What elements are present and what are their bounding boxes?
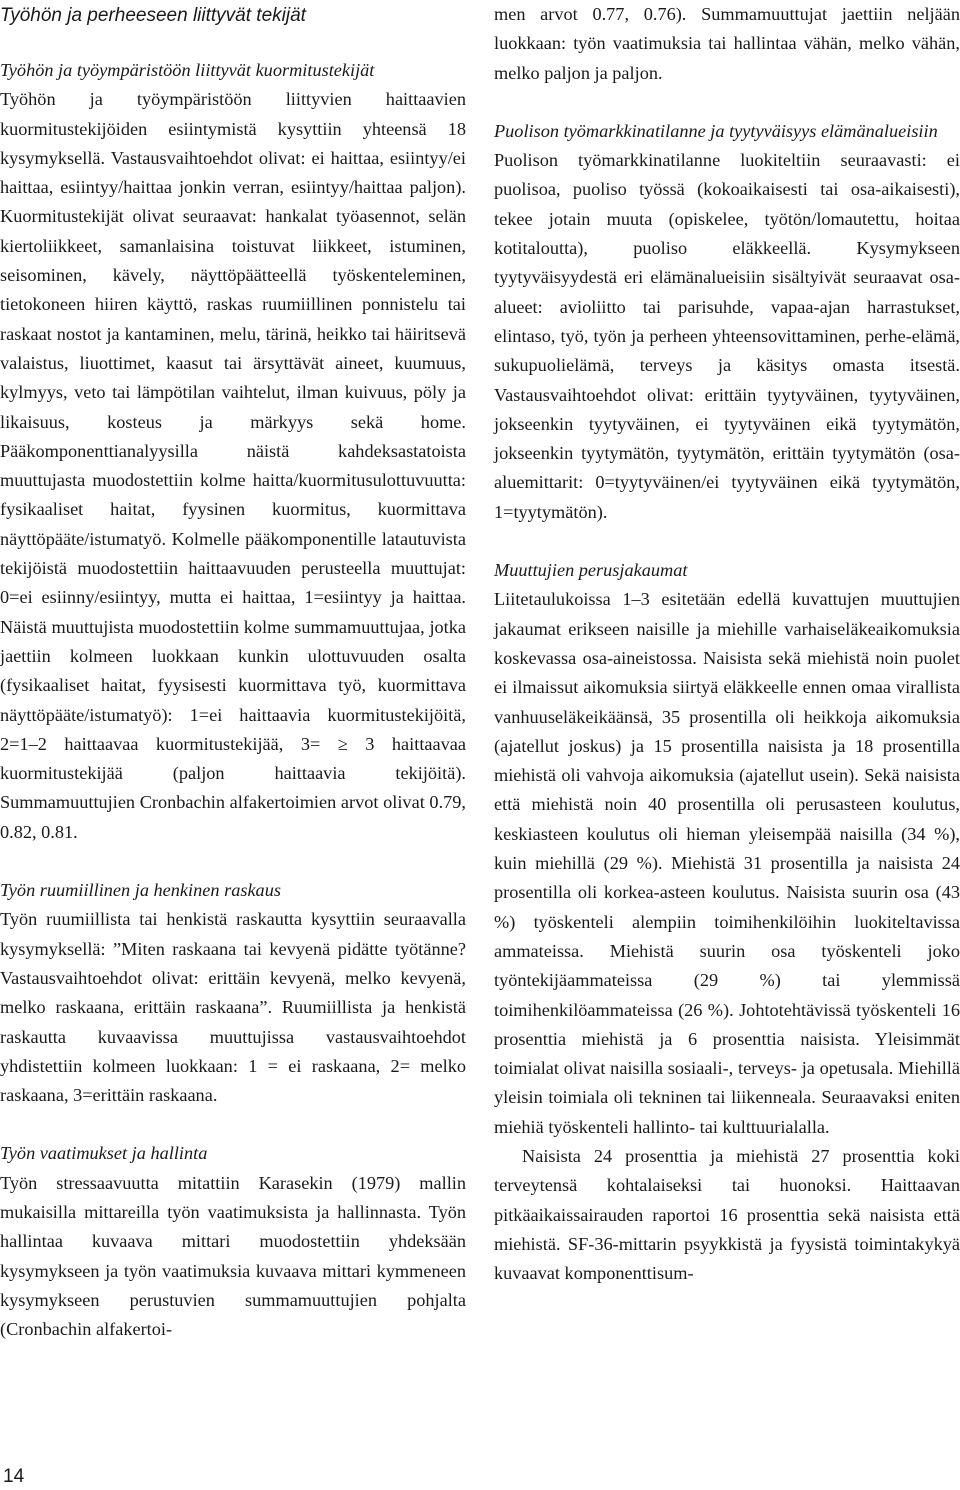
paragraph-work-strain-factors: Työhön ja työympäristöön liittyvien haittaavien kuormitustekijöiden esiintymistä kysyttiin yhteensä 18 kysymyksellä. Vastausvaihtoehdot olivat: ei haittaa, esiintyy/ei haittaa, esiintyy/haittaa jonkin verran, esiintyy/haittaa paljon). Kuormitustekijät olivat seuraavat: hankalat työasennot, selän kiertoliikkeet, samanlaisina toistuvat liikkeet, istuminen, seisominen, kävely, näyttöpäätteellä työskenteleminen, tietokoneen hiiren käyttö, raskas ruumiillinen ponnistelu tai raskaat nostot ja kantaminen, melu, tärinä, heikko tai häiritsevä valaistus, liuottimet, kaasut tai ärsyttävät aineet, kuumuus, kylmyys, veto tai lämpötilan vaihtelut, ilman kuivuus, pöly ja likaisuus, kosteus ja märkyys sekä home. Pääkomponenttianalyysilla näistä kahdeksastatoista muuttujasta muodostettiin kolme haitta/kuormitusulottuvuutta: fysikaaliset haitat, fyysinen kuormitus, kuormittava näyttöpääte/istumatyö. Kolmelle pääkomponentille latautuvista tekijöistä muodostettiin haittaavuuden perusteella muuttujat: 0=ei esiinny/esiintyy, mutta ei haittaa, 1=esiintyy ja haittaa. Näistä muuttujista muodostettiin kolme summamuuttujaa, jotka jaettiin kolmeen luokkaan kunkin ulottuvuuden osalta (fysikaaliset haitat, fyysisesti kuormittava työ, kuormittava näyttöpääte/istumatyö): 1=ei haittaavia kuormitustekijöitä, 2=1–2 haittaavaa kuormitustekijää, 3= ≥ 3 haittaavaa kuormitustekijää (paljon haittaavia tekijöitä). Summamuuttujien Cronbachin alfakertoimien arvot olivat 0.79, 0.82, 0.81. [0, 89, 466, 842]
right-column [494, 0, 960, 1288]
paragraph-spouse-satisfaction: Puolison työmarkkinatilanne luokiteltiin seuraavasti: ei puolisoa, puoliso työssä (kokoaikaisesti tai osa-aikaisesti), tekee jotain muuta (opiskelee, työtön/lomautettu, hoitaa kotitaloutta), puoliso eläkkeellä. Kysymykseen tyytyväisyydestä eri elämänalueisiin sisältyivät seuraavat osa-alueet: avioliitto tai parisuhde, vapaa-ajan harrastukset, elintaso, työ, työn ja perheen yhteensovittaminen, perhe-elämä, sukupuolielämä, terveys ja käsitys omasta itsestä. Vastausvaihtoehdot olivat: erittäin tyytyväinen, tyytyväinen, jokseenkin tyytyväinen, ei tyytyväinen eikä tyytymätön, jokseenkin tyytymätön, tyytymätön, erittäin tyytymätön (osa-aluemittarit: 0=tyytyväinen/ei tyytyväinen eikä tyytymätön, 1=tyytymätön). [494, 150, 960, 522]
page-number: 14 [3, 1466, 25, 1487]
section-title: Työhön ja perheeseen liittyvät tekijät [0, 5, 306, 26]
section-spacer [494, 88, 960, 117]
section-spacer [494, 527, 960, 556]
paragraph-demands-control: Työn stressaavuutta mitattiin Karasekin (1979) mallin mukaisilla mittareilla työn vaatimuksista ja hallinnasta. Työn hallintaa kuvaava mittari muodostettiin yhdeksään kysymykseen ja työn vaatimuksia kuvaava mittari kymmeneen kysymykseen perustuvien summamuuttujien pohjalta (Cronbachin alfakertoi- [0, 1172, 466, 1340]
subheading-work-strain-factors: Työhön ja työympäristöön liittyvät kuormitustekijät [0, 60, 375, 80]
paragraph-health-status: Naisista 24 prosenttia ja miehistä 27 prosenttia koki terveytensä kohtalaiseksi tai huonoksi. Haittaavan pitkäaikaissairauden raportoi 16 prosenttia sekä naisista että miehistä. SF-36-mittarin psyykkistä ja fyysistä toimintakykyä kuvaavat komponenttisum- [494, 1145, 960, 1284]
subheading-physical-mental-load: Työn ruumiillinen ja henkinen raskaus [0, 880, 281, 901]
left-column [0, 0, 466, 1344]
section-spacer [0, 1110, 466, 1139]
paragraph-demands-control-continued: men arvot 0.77, 0.76). Summamuuttujat jaettiin neljään luokkaan: työn vaatimuksia tai hallintaa vähän, melko vähän, melko paljon ja paljon. [494, 4, 960, 83]
paragraph-basic-distributions: Liitetaulukoissa 1–3 esitetään edellä kuvattujen muuttujien jakaumat erikseen naisille ja miehille varhaiseläkeaikomuksia koskevassa osa-aineistossa. Naisista sekä miehistä noin puolet ei ilmaissut aikomuksia siirtyä eläkkeelle ennen omaa virallista vanhuuseläkeikäänsä, 35 prosentilla oli heikkoja aikomuksia (ajatellut joskus) ja 15 prosentilla naisista ja 18 prosentilla miehistä oli vahvoja aikomuksia (ajatellut usein). Sekä naisista että miehistä noin 40 prosentilla oli perusasteen koulutus, keskiasteen koulutus oli hieman yleisempää naisilla (34 %), kuin miehillä (29 %). Miehistä 31 prosentilla ja naisista 24 prosentilla oli korkea-asteen koulutus. Naisista suurin osa (43 %) työskenteli alempiin toimihenkilöihin luokiteltavissa ammateissa. Miehistä suurin osa työskenteli joko työntekijäammateissa (29 %) tai ylemmissä toimihenkilöammateissa (26 %). Johtotehtävissä työskenteli 16 prosenttia miehistä ja 6 prosenttia naisista. Yleisimmät toimialat olivat naisilla sosiaali-, terveys- ja opetusala. Miehillä yleisin toimiala oli tekninen tai liikenneala. Seuraavaksi eniten miehiä työskenteli hallinto- tai kulttuurialalla. [494, 589, 960, 1137]
subheading-demands-control: Työn vaatimukset ja hallinta [0, 1143, 208, 1164]
subheading-basic-distributions: Muuttujien perusjakaumat [494, 560, 688, 581]
paragraph-physical-mental-load: Työn ruumiillista tai henkistä raskautta kysyttiin seuraavalla kysymyksellä: ”Miten raskaana tai kevyenä pidätte työtänne? Vastausvaihtoehdot olivat: erittäin kevyenä, melko kevyenä, melko raskaana, erittäin raskaana”. Ruumiillista ja henkistä raskautta kuvaavissa muuttujissa vastausvaihtoehdot yhdistettiin kolmeen luokkaan: 1 = ei raskaana, 2= melko raskaana, 3=erittäin raskaana. [0, 909, 466, 1106]
subheading-spouse-satisfaction: Puolison työmarkkinatilanne ja tyytyväisyys elämänalueisiin [494, 120, 938, 141]
section-spacer [0, 847, 466, 876]
